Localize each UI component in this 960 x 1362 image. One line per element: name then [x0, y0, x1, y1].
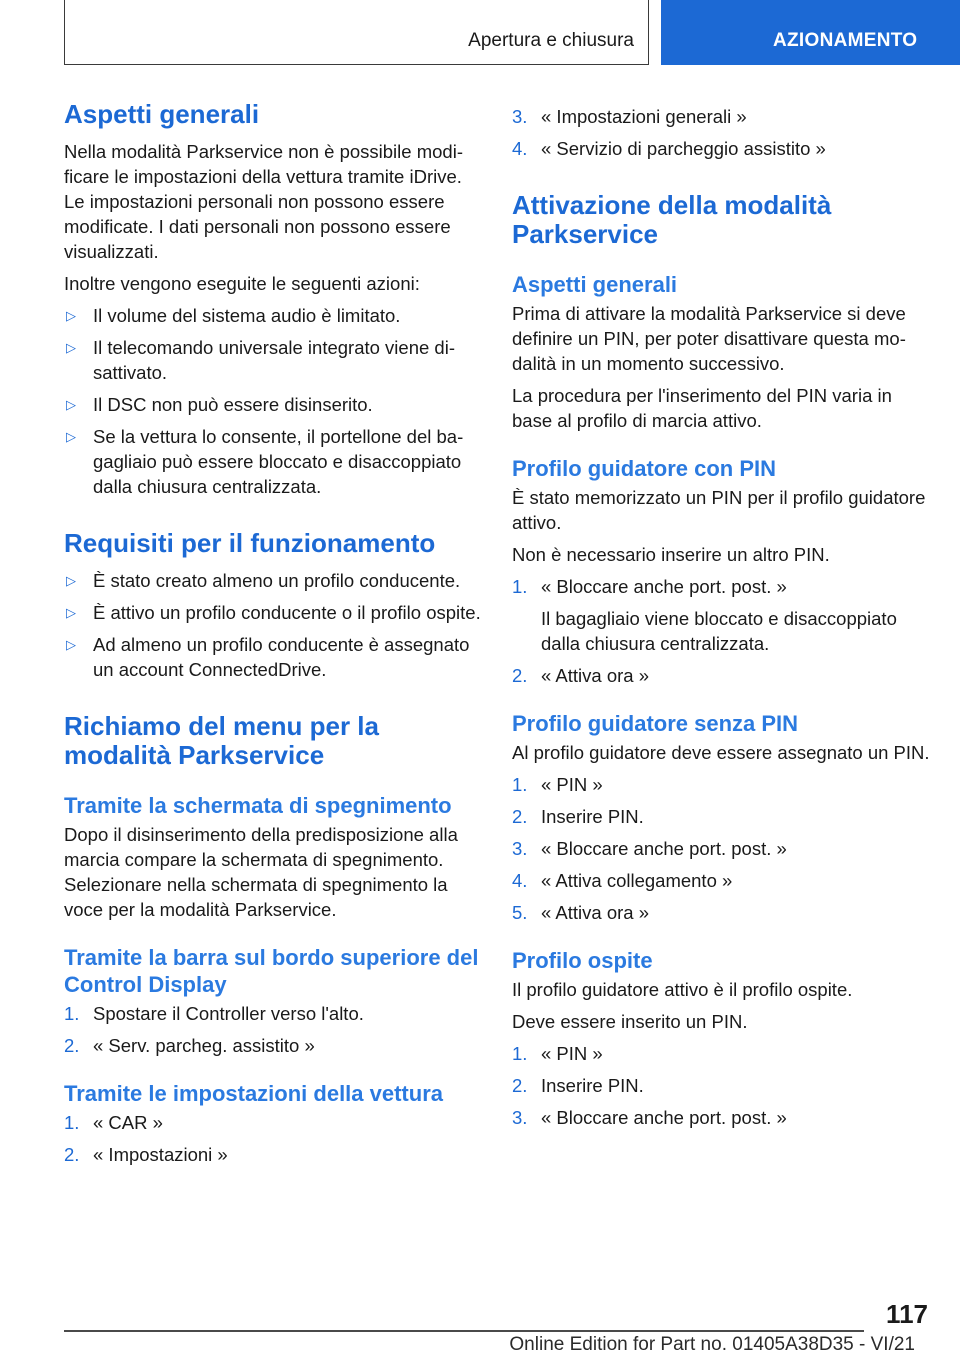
step-text: « CAR »: [93, 1112, 163, 1133]
step-number: 2.: [512, 806, 528, 827]
list-item: [64, 1033, 482, 1058]
list-item: [512, 804, 930, 829]
list-item: [512, 900, 930, 925]
bullet-list: [64, 303, 482, 499]
list-item: [64, 632, 482, 682]
triangle-bullet-icon: ▷: [66, 340, 76, 355]
list-item: [64, 568, 482, 593]
triangle-bullet-icon: ▷: [66, 308, 76, 323]
step-number: 4.: [512, 870, 528, 891]
list-item-text: È attivo un profilo conducente o il profilo ospite.: [93, 602, 481, 623]
paragraph: È stato memorizzato un PIN per il profilo guidatore attivo.: [512, 487, 926, 533]
list-item: [64, 1110, 482, 1135]
list-item: [512, 1105, 930, 1130]
step-number: 2.: [64, 1035, 80, 1056]
list-item: [512, 136, 930, 161]
heading-aspetti-generali: Aspetti generali: [64, 99, 260, 129]
subheading-profilo-con-pin: Profilo guidatore con PIN: [512, 456, 777, 481]
list-item-text: Se la vettura lo consente, il portellone del bagagliaio può essere bloccato e disaccoppiato dalla chiusura centralizzata.: [93, 426, 464, 497]
list-item: [512, 836, 930, 861]
step-list: [512, 772, 930, 925]
triangle-bullet-icon: ▷: [66, 397, 76, 412]
list-item-text: Il telecomando universale integrato viene disattivato.: [93, 337, 455, 383]
step-text: « Attiva collegamento »: [541, 870, 733, 891]
subheading-aspetti-generali: Aspetti generali: [512, 272, 678, 297]
list-item: [64, 424, 482, 499]
paragraph: Nella modalità Parkservice non è possibile modificare le impostazioni della vettura tramite iDrive. Le impostazioni personali non possono essere modificate. I dati personali non possono essere visualizzati.: [64, 141, 463, 262]
step-text: Inserire PIN.: [541, 1075, 644, 1096]
left-column: [64, 100, 482, 1174]
list-item: [64, 392, 482, 417]
triangle-bullet-icon: ▷: [66, 429, 76, 444]
subheading-impostazioni-vettura: Tramite le impostazioni della vettura: [64, 1081, 443, 1106]
list-item: [64, 303, 482, 328]
step-text: « Servizio di parcheggio assistito »: [541, 138, 826, 159]
step-list: [64, 1001, 482, 1058]
step-text: « Bloccare anche port. post. »: [541, 838, 787, 859]
subheading-profilo-senza-pin: Profilo guidatore senza PIN: [512, 711, 799, 736]
paragraph: Inoltre vengono eseguite le seguenti azioni:: [64, 273, 420, 294]
step-text: « Impostazioni generali »: [541, 106, 747, 127]
header-section-title: Apertura e chiusura: [468, 30, 634, 51]
step-number: 4.: [512, 138, 528, 159]
list-item: [512, 772, 930, 797]
heading-richiamo-menu: Richiamo del menu per la modalità Parkservice: [64, 711, 379, 770]
paragraph: La procedura per l'inserimento del PIN varia in base al profilo di marcia attivo.: [512, 385, 892, 431]
list-item-text: Il DSC non può essere disinserito.: [93, 394, 373, 415]
step-list: [64, 1110, 482, 1167]
step-text: « PIN »: [541, 774, 603, 795]
step-text: « Attiva ora »: [541, 902, 649, 923]
step-number: 2.: [64, 1144, 80, 1165]
paragraph: Non è necessario inserire un altro PIN.: [512, 544, 830, 565]
list-item: [512, 104, 930, 129]
step-number: 1.: [64, 1003, 80, 1024]
subheading-schermata-spegnimento: Tramite la schermata di spegnimento: [64, 793, 452, 818]
step-number: 1.: [512, 1043, 528, 1064]
step-list: [512, 1041, 930, 1130]
list-item-text: È stato creato almeno un profilo conducente.: [93, 570, 461, 591]
step-text: Inserire PIN.: [541, 806, 644, 827]
paragraph: Il profilo guidatore attivo è il profilo ospite.: [512, 979, 853, 1000]
step-number: 3.: [512, 838, 528, 859]
step-text: « PIN »: [541, 1043, 603, 1064]
step-number: 3.: [512, 1107, 528, 1128]
step-text: « Bloccare anche port. post. »: [541, 576, 787, 597]
list-item: [512, 1073, 930, 1098]
step-text: « Bloccare anche port. post. »: [541, 1107, 787, 1128]
step-number: 2.: [512, 665, 528, 686]
triangle-bullet-icon: ▷: [66, 637, 76, 652]
triangle-bullet-icon: ▷: [66, 605, 76, 620]
step-result: Il bagagliaio viene bloccato e disaccoppiato dalla chiusura centralizzata.: [541, 608, 897, 654]
list-item: [64, 335, 482, 385]
footer-divider: [64, 1330, 864, 1332]
list-item: [64, 1142, 482, 1167]
heading-attivazione-parkservice: Attivazione della modalità Parkservice: [512, 190, 832, 249]
step-text: « Serv. parcheg. assistito »: [93, 1035, 315, 1056]
subheading-profilo-ospite: Profilo ospite: [512, 948, 653, 973]
paragraph: Prima di attivare la modalità Parkservice si deve definire un PIN, per poter disattivare questa modalità in un momento successivo.: [512, 303, 906, 374]
right-column: [512, 104, 930, 1137]
step-number: 3.: [512, 106, 528, 127]
list-item-text: Il volume del sistema audio è limitato.: [93, 305, 401, 326]
list-item: [512, 663, 930, 688]
page-number: 117: [886, 1299, 928, 1329]
list-item: [512, 1041, 930, 1066]
step-number: 1.: [512, 774, 528, 795]
paragraph: Al profilo guidatore deve essere assegnato un PIN.: [512, 742, 930, 763]
list-item: [64, 600, 482, 625]
list-item: [64, 1001, 482, 1026]
list-item-text: Ad almeno un profilo conducente è assegnato un account ConnectedDrive.: [93, 634, 470, 680]
step-list-continued: [512, 104, 930, 161]
list-item: [512, 574, 930, 656]
heading-requisiti: Requisiti per il funzionamento: [64, 528, 436, 558]
step-number: 1.: [64, 1112, 80, 1133]
step-list: [512, 574, 930, 688]
step-number: 1.: [512, 576, 528, 597]
step-text: Spostare il Controller verso l'alto.: [93, 1003, 364, 1024]
header-chapter-tab: AZIONAMENTO: [661, 0, 960, 65]
step-number: 5.: [512, 902, 528, 923]
step-number: 2.: [512, 1075, 528, 1096]
triangle-bullet-icon: ▷: [66, 573, 76, 588]
step-text: « Attiva ora »: [541, 665, 649, 686]
footer-edition: Online Edition for Part no. 01405A38D35 - VI/21: [509, 1334, 915, 1355]
step-text: « Impostazioni »: [93, 1144, 228, 1165]
bullet-list: [64, 568, 482, 682]
paragraph: Deve essere inserito un PIN.: [512, 1011, 748, 1032]
list-item: [512, 868, 930, 893]
subheading-barra-control-display: Tramite la barra sul bordo superiore del Control Display: [64, 945, 479, 997]
paragraph: Dopo il disinserimento della predisposizione alla marcia compare la schermata di spegnimento. Selezionare nella schermata di spegnimento la voce per la modalità Parkservice.: [64, 824, 458, 920]
